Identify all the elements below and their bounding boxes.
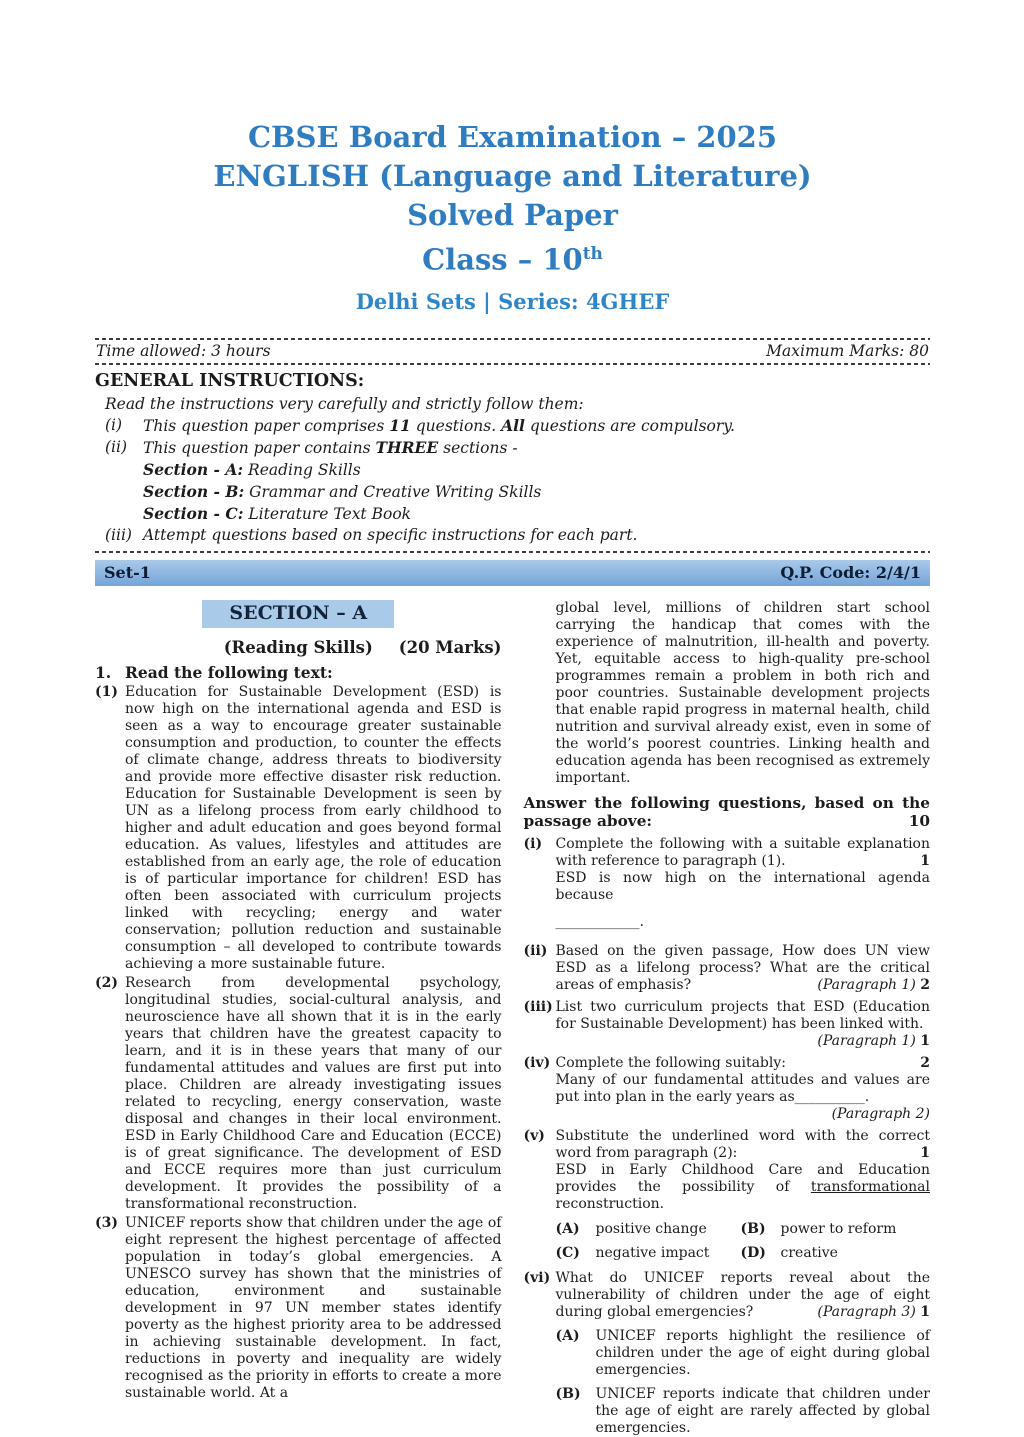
question-text: Substitute the underlined word with the correct word from paragraph (2):	[555, 1127, 930, 1161]
question-1-instruction: Read the following text:	[125, 662, 333, 682]
question-iii	[524, 999, 931, 1050]
question-number: (v)	[523, 1127, 545, 1144]
instruction-text: This question paper comprises 11 questions. All questions are compulsory.	[143, 415, 735, 435]
question-text: List two curriculum projects that ESD (Education for Sustainable Development) has been linked with.	[555, 998, 930, 1032]
answer-questions-heading: Answer the following questions, based on the passage above: 10	[523, 793, 930, 831]
passage-paragraph-3-continued: global level, millions of children start school carrying the handicap that comes with the experience of malnutrition, ill-health and poverty. Yet, equitable access to high-quality pre-school programmes remain a problem in both rich and poor countries. Sustainable development projects that enable rapid progress in maternal health, child nutrition and survival already exist, even in some of the world’s poorest countries. Linking health and education agenda has been recognised as extremely important.	[555, 599, 930, 786]
question-1-heading	[95, 663, 502, 682]
set-label: Set-1	[104, 562, 151, 582]
paragraph-number: (2)	[95, 974, 118, 991]
left-column	[95, 600, 502, 1437]
section-list-item-c: Section - C: Literature Text Book	[143, 503, 412, 523]
page-title-line1: CBSE Board Examination – 2025	[247, 120, 778, 154]
title-block	[95, 118, 930, 314]
option-d: (D) creative	[740, 1244, 838, 1261]
question-number: (iv)	[523, 1054, 551, 1071]
section-a-header-wrap	[95, 600, 502, 628]
dashed-divider-meta	[95, 363, 930, 365]
page-title-class-line	[95, 235, 930, 280]
total-marks: 10	[908, 812, 930, 831]
question-iv	[524, 1055, 931, 1123]
completion-stem: Many of our fundamental attitudes and values are put into plan in the early years as__________.	[555, 1071, 930, 1105]
question-body	[556, 1055, 931, 1123]
question-number: (iii)	[523, 998, 553, 1015]
option-c: (C) negative impact	[555, 1244, 710, 1261]
section-a-subheader	[95, 638, 502, 658]
question-number: (vi)	[523, 1269, 551, 1286]
class-label: Class – 10	[422, 242, 583, 277]
right-column	[524, 600, 931, 1437]
question-v	[524, 1128, 931, 1265]
paragraph-reference: (Paragraph 1) 2	[817, 976, 930, 993]
option-b: (B) UNICEF reports indicate that children under the age of eight are rarely affected by global emergencies.	[555, 1385, 930, 1436]
instruction-text: Attempt questions based on specific instructions for each part.	[143, 525, 638, 544]
paragraph-text: UNICEF reports show that children under the age of eight represent the highest percentage of affected population in today’s global emergencies. A UNESCO survey has shown that the ministries of education, environment and sustainable development in 97 UN member states identify poverty as the highest priority area to be addressed in achieving sustainable development. In fact, reductions in poverty and inequality are widely recognised as the priority in efforts to create a more sustainable world. At a	[125, 1214, 502, 1401]
general-instructions-heading: GENERAL INSTRUCTIONS:	[95, 370, 365, 391]
completion-stem: ESD is now high on the international agenda because	[555, 869, 930, 903]
question-text: What do UNICEF reports reveal about the vulnerability of children under the age of eight during global emergencies?	[555, 1269, 930, 1320]
option-a: (A) UNICEF reports highlight the resilience of children under the age of eight during global emergencies.	[555, 1327, 930, 1378]
question-body	[556, 836, 931, 938]
instruction-text: This question paper contains THREE sections -	[143, 437, 518, 457]
section-list-item-a: Section - A: Reading Skills	[143, 459, 361, 479]
question-marks: 1	[920, 852, 930, 869]
question-text: Based on the given passage, How does UN view ESD as a lifelong process? What are the critical areas of emphasis?	[555, 942, 930, 993]
mcq-options-grid	[556, 1221, 931, 1262]
option-b: (B) power to reform	[740, 1220, 897, 1237]
question-ii	[524, 943, 931, 994]
question-text: Complete the following suitably:	[555, 1054, 786, 1071]
question-marks: 2	[920, 1054, 930, 1071]
question-1-number: 1.	[95, 662, 112, 682]
paragraph-reference: (Paragraph 2)	[831, 1105, 930, 1122]
reading-skills-label: (Reading Skills)	[223, 637, 373, 657]
instruction-item-iii	[105, 525, 930, 546]
page-title-line2: ENGLISH (Language and Literature)	[213, 159, 812, 193]
passage-paragraph-3	[95, 1215, 502, 1402]
passage-paragraph-2	[95, 975, 502, 1213]
question-number: (i)	[523, 835, 543, 852]
sentence-with-underlined-word: ESD in Early Childhood Care and Education provides the possibility of transformational reconstruction.	[555, 1161, 930, 1212]
paragraph-reference: (Paragraph 3) 1	[817, 1303, 930, 1320]
question-body	[556, 1270, 931, 1437]
instructions-intro: Read the instructions very carefully and strictly follow them:	[105, 394, 584, 413]
paragraph-number: (3)	[95, 1214, 118, 1231]
passage-paragraph-1	[95, 684, 502, 973]
answer-blank: ____________.	[555, 913, 644, 930]
set-code-band	[95, 560, 930, 586]
question-body	[556, 1128, 931, 1265]
qp-code-label: Q.P. Code: 2/4/1	[780, 562, 921, 582]
class-ordinal-suffix: th	[582, 244, 603, 264]
question-marks: 1	[920, 1144, 930, 1161]
paragraph-text: Education for Sustainable Development (ESD) is now high on the international agenda and ESD is seen as a way to encourage greater sustainable consumption and production, to counter the effects of climate change, address threats to biodiversity and provide more effective disaster risk reduction. Education for Sustainable Development is seen by UN as a lifelong process from early childhood to higher and adult education and goes beyond formal education. As values, lifestyles and attitudes are established from an early age, the role of education is of particular importance for children! ESD has often been associated with curriculum projects linked with recycling; energy and water conservation; pollution reduction and sustainable consumption – all developed to contribute towards achieving a more sustainable future.	[125, 683, 502, 972]
two-column-body	[95, 600, 930, 1437]
question-text: Complete the following with a suitable explanation with reference to paragraph (1).	[555, 835, 930, 869]
underlined-word: transformational	[810, 1178, 930, 1195]
time-allowed-label: Time allowed: 3 hours	[96, 341, 271, 360]
paragraph-text: Research from developmental psychology, longitudinal studies, social-cultural analysis, and neuroscience have all shown that it is in the early years that children have the greatest capacity to learn, and it is in these years that many of our fundamental attitudes and values are first put into place. Children are already investigating issues related to recycling, energy conservation, waste disposal and changes in their local environment. ESD in Early Childhood Care and Education (ECCE) is of great significance. The development of ESD and ECCE requires more than just curriculum development. It provides the possibility of a transformational reconstruction.	[125, 974, 502, 1212]
section-list-item-b: Section - B: Grammar and Creative Writing Skills	[143, 481, 542, 501]
series-subtitle: Delhi Sets | Series: 4GHEF	[355, 288, 670, 314]
option-a: (A) positive change	[555, 1220, 707, 1237]
page-title-line3: Solved Paper	[407, 198, 618, 232]
instruction-item-i	[105, 415, 930, 437]
paragraph-reference: (Paragraph 1) 1	[817, 1032, 930, 1049]
question-number: (ii)	[523, 942, 548, 959]
dashed-divider-bottom	[95, 551, 930, 553]
section-a-header: SECTION – A	[202, 600, 394, 628]
question-body	[556, 943, 931, 994]
instruction-number: (i)	[105, 415, 123, 434]
question-vi	[524, 1270, 931, 1437]
instruction-number: (ii)	[105, 437, 128, 456]
instruction-item-ii	[105, 437, 930, 459]
paragraph-number: (1)	[95, 683, 118, 700]
instruction-number: (iii)	[105, 525, 132, 544]
section-marks-label: (20 Marks)	[398, 637, 502, 657]
question-body	[556, 999, 931, 1050]
question-i	[524, 836, 931, 938]
meta-row	[95, 340, 930, 363]
maximum-marks-label: Maximum Marks: 80	[766, 341, 929, 360]
